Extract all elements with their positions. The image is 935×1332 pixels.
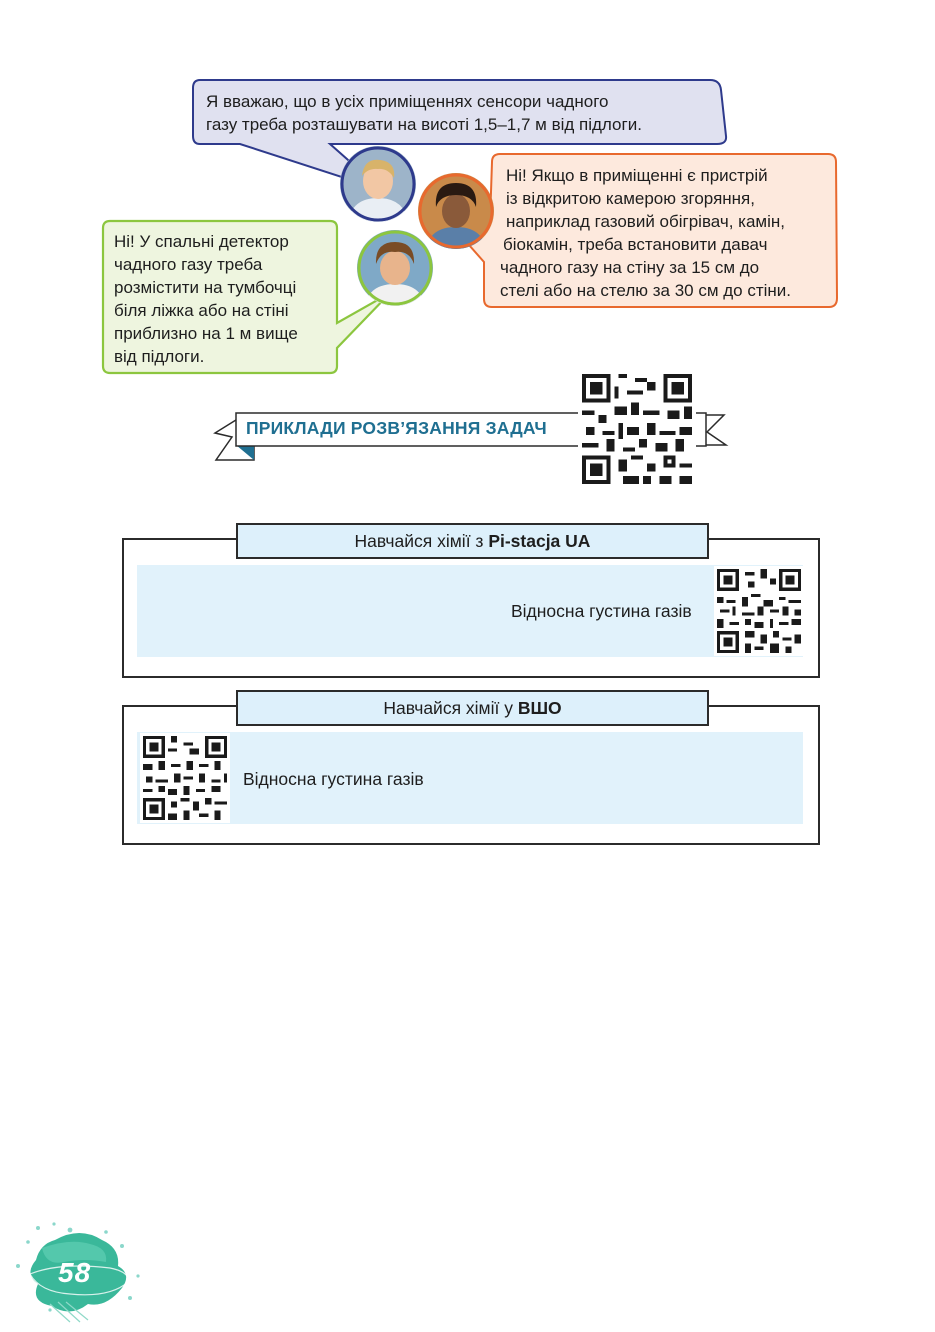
qr-code-icon[interactable] [714, 566, 804, 656]
bubble-left-line: чадного газу треба [114, 255, 263, 274]
qr-code-icon[interactable] [140, 733, 230, 823]
learn-card-vsho-title [236, 690, 709, 726]
bubble-left-line: приблизно на 1 м вище [114, 324, 298, 343]
avatar-curly-boy [418, 173, 494, 249]
bubble-right-line: Ні! Якщо в приміщенні є пристрій [506, 166, 768, 185]
bubble-left-line: Ні! У спальні детектор [114, 232, 289, 251]
learn-card-pi-stacja-panel[interactable] [137, 565, 803, 657]
bubble-left-text [114, 230, 344, 368]
card-title-brand: ВШО [517, 698, 562, 718]
card-title-prefix: Навчайся хімії з [354, 531, 489, 551]
learn-card-pi-stacja-title [236, 523, 709, 559]
bubble-right-text [500, 164, 840, 302]
bubble-right-line: стелі або на стелю за 30 см до стіни. [500, 281, 792, 300]
bubble-right-line: чадного газу на стіну за 15 см до [500, 258, 760, 277]
bubble-top-text [206, 90, 726, 136]
learn-card-pi-stacja-link[interactable]: Відносна густина газів [511, 601, 692, 621]
bubble-right-line: із відкритою камерою згоряння, [506, 189, 755, 208]
bubble-right-line: наприклад газовий обігрівач, камін, [506, 212, 786, 231]
card-title-brand: Pi-stacja UA [488, 531, 591, 551]
bubble-right-line: біокамін, треба встановити давач [503, 235, 768, 254]
qr-code-icon[interactable] [578, 370, 696, 488]
card-title-prefix: Навчайся хімії у [383, 698, 518, 718]
avatar-smiling-boy [357, 230, 433, 306]
page-number: 58 [58, 1257, 92, 1288]
bubble-top-line: Я вважаю, що в усіх приміщеннях сенсори чадного [206, 92, 609, 111]
bubble-left-line: біля ліжка або на стіні [114, 301, 289, 320]
learn-card-vsho-panel[interactable] [137, 732, 803, 824]
bubble-left-line: від підлоги. [114, 347, 205, 366]
learn-card-vsho-link[interactable]: Відносна густина газів [243, 769, 424, 789]
avatar-blond-boy [340, 146, 416, 222]
bubble-top-line: газу треба розташувати на висоті 1,5–1,7 м від підлоги. [206, 115, 642, 134]
section-ribbon-label: ПРИКЛАДИ РОЗВ’ЯЗАННЯ ЗАДАЧ [246, 418, 547, 438]
bubble-left-line: розмістити на тумбочці [114, 278, 297, 297]
